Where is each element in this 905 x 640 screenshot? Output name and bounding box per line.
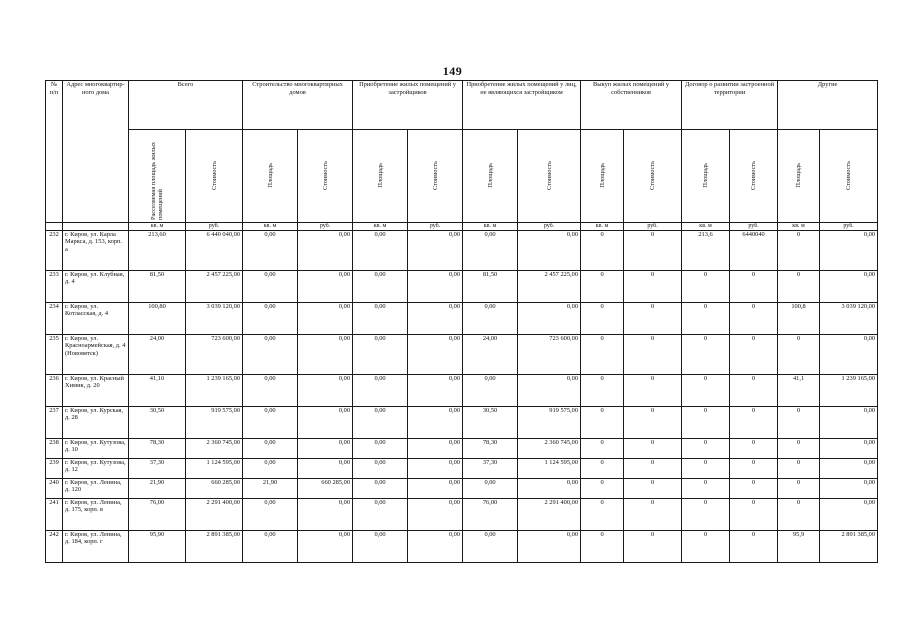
unit-cell: кв. м	[353, 223, 408, 231]
value-cell: 213,60	[129, 230, 186, 270]
unit-cell: руб.	[518, 223, 581, 231]
value-cell: 0,00	[243, 438, 298, 458]
value-cell: 95,9	[778, 530, 820, 562]
unit-cell: кв. м	[778, 223, 820, 231]
subheader-cost: Стоимость	[298, 130, 353, 223]
group-header-development-agreement: Договор о развитии застроенной территории	[682, 81, 778, 130]
group-header-construction: Строительство многоквартирных домов	[243, 81, 353, 130]
value-cell: 0,00	[298, 374, 353, 406]
value-cell: 0,00	[463, 230, 518, 270]
value-cell: 37,30	[129, 458, 186, 478]
subheader-area: Площадь	[682, 130, 730, 223]
value-cell: 0,00	[820, 270, 878, 302]
unit-cell: руб.	[820, 223, 878, 231]
table-row	[46, 458, 878, 478]
table-row	[46, 498, 878, 530]
row-number: 232	[46, 230, 63, 270]
value-cell: 0,00	[408, 334, 463, 374]
row-number: 233	[46, 270, 63, 302]
value-cell: 0,00	[243, 302, 298, 334]
value-cell: 1 239 165,00	[820, 374, 878, 406]
value-cell: 0,00	[353, 438, 408, 458]
value-cell: 0,00	[518, 230, 581, 270]
value-cell: 0	[624, 438, 682, 458]
value-cell: 0,00	[408, 478, 463, 498]
value-cell: 0	[730, 374, 778, 406]
value-cell: 0	[730, 498, 778, 530]
value-cell: 0,00	[463, 302, 518, 334]
subheader-cost: Стоимость	[624, 130, 682, 223]
value-cell: 0,00	[820, 230, 878, 270]
value-cell: 30,50	[463, 406, 518, 438]
value-cell: 0,00	[353, 270, 408, 302]
row-address: г. Киров, ул. Курская, д. 28	[63, 406, 129, 438]
row-number: 236	[46, 374, 63, 406]
value-cell: 0	[778, 406, 820, 438]
group-header-purchase-non-developers: Приобретение жилых помещений у лиц, не являющихся застройщиком	[463, 81, 581, 130]
row-address: г. Киров, ул. Клубная, д. 4	[63, 270, 129, 302]
value-cell: 0	[624, 530, 682, 562]
value-cell: 0,00	[463, 530, 518, 562]
value-cell: 0	[682, 438, 730, 458]
value-cell: 0	[682, 334, 730, 374]
value-cell: 0,00	[820, 334, 878, 374]
units-row	[46, 223, 878, 231]
value-cell: 1 239 165,00	[186, 374, 243, 406]
value-cell: 3 039 120,00	[186, 302, 243, 334]
value-cell: 2 891 385,00	[186, 530, 243, 562]
value-cell: 0	[682, 530, 730, 562]
unit-cell: руб.	[408, 223, 463, 231]
value-cell: 723 600,00	[518, 334, 581, 374]
value-cell: 723 600,00	[186, 334, 243, 374]
value-cell: 24,00	[129, 334, 186, 374]
value-cell: 2 360 745,00	[186, 438, 243, 458]
value-cell: 660 285,00	[186, 478, 243, 498]
value-cell: 0,00	[353, 406, 408, 438]
value-cell: 0	[730, 270, 778, 302]
subheader-area: Площадь	[778, 130, 820, 223]
value-cell: 0	[624, 458, 682, 478]
unit-cell: кв. м	[243, 223, 298, 231]
value-cell: 0	[778, 270, 820, 302]
value-cell: 0	[778, 498, 820, 530]
value-cell: 919 575,00	[518, 406, 581, 438]
value-cell: 81,50	[129, 270, 186, 302]
row-number: 234	[46, 302, 63, 334]
value-cell: 95,90	[129, 530, 186, 562]
group-header-buyout: Выкуп жилых помещений у собственников	[581, 81, 682, 130]
row-address: г. Киров, ул. Карла Маркса, д. 153, корп. а	[63, 230, 129, 270]
value-cell: 0,00	[353, 302, 408, 334]
value-cell: 0,00	[518, 478, 581, 498]
value-cell: 0,00	[408, 406, 463, 438]
value-cell: 0	[730, 438, 778, 458]
value-cell: 0,00	[353, 498, 408, 530]
row-address: г. Киров, ул. Ленина, д. 175, корп. в	[63, 498, 129, 530]
value-cell: 0,00	[298, 406, 353, 438]
value-cell: 0,00	[243, 530, 298, 562]
value-cell: 2 457 225,00	[518, 270, 581, 302]
value-cell: 0	[581, 302, 624, 334]
row-address: г. Киров, ул. Котласская, д. 4	[63, 302, 129, 334]
value-cell: 0,00	[408, 530, 463, 562]
value-cell: 0,00	[820, 458, 878, 478]
value-cell: 0	[624, 478, 682, 498]
value-cell: 0	[581, 334, 624, 374]
value-cell: 0	[730, 478, 778, 498]
col-address-header: Адрес многоквартир-ного дома	[63, 81, 129, 223]
value-cell: 0,00	[820, 406, 878, 438]
unit-cell: руб.	[624, 223, 682, 231]
value-cell: 0	[682, 374, 730, 406]
resettlement-table	[45, 80, 878, 563]
value-cell: 0	[730, 406, 778, 438]
value-cell: 81,50	[463, 270, 518, 302]
unit-cell: руб.	[186, 223, 243, 231]
value-cell: 2 291 400,00	[518, 498, 581, 530]
value-cell: 0,00	[298, 334, 353, 374]
value-cell: 213,6	[682, 230, 730, 270]
value-cell: 919 575,00	[186, 406, 243, 438]
value-cell: 30,50	[129, 406, 186, 438]
value-cell: 0	[581, 406, 624, 438]
value-cell: 0	[581, 498, 624, 530]
subheader-cost: Стоимость	[186, 130, 243, 223]
value-cell: 0,00	[408, 302, 463, 334]
value-cell: 0,00	[243, 334, 298, 374]
value-cell: 0,00	[408, 438, 463, 458]
value-cell: 0	[682, 498, 730, 530]
value-cell: 41,1	[778, 374, 820, 406]
value-cell: 0,00	[353, 530, 408, 562]
value-cell: 0	[624, 498, 682, 530]
value-cell: 0,00	[298, 498, 353, 530]
value-cell: 2 457 225,00	[186, 270, 243, 302]
value-cell: 0,00	[298, 302, 353, 334]
value-cell: 0	[778, 230, 820, 270]
value-cell: 0,00	[243, 406, 298, 438]
value-cell: 2 291 400,00	[186, 498, 243, 530]
value-cell: 0	[682, 270, 730, 302]
value-cell: 0,00	[463, 478, 518, 498]
row-number: 241	[46, 498, 63, 530]
row-address: г. Киров, ул. Ленина, д. 120	[63, 478, 129, 498]
value-cell: 0,00	[298, 230, 353, 270]
value-cell: 0	[778, 438, 820, 458]
value-cell: 0	[730, 530, 778, 562]
value-cell: 0,00	[408, 374, 463, 406]
group-header-purchase-developers: Приобретение жилых помещений у застройщиков	[353, 81, 463, 130]
value-cell: 0	[624, 334, 682, 374]
value-cell: 0	[581, 374, 624, 406]
value-cell: 0	[778, 478, 820, 498]
value-cell: 0,00	[408, 270, 463, 302]
value-cell: 0,00	[518, 302, 581, 334]
row-address: г. Киров, ул. Ленина, д. 184, корп. г	[63, 530, 129, 562]
value-cell: 0,00	[243, 270, 298, 302]
value-cell: 0	[624, 374, 682, 406]
unit-cell: кв. м	[129, 223, 186, 231]
subheader-cost: Стоимость	[820, 130, 878, 223]
value-cell: 0	[778, 334, 820, 374]
value-cell: 0	[581, 270, 624, 302]
table-body	[46, 230, 878, 562]
value-cell: 0,00	[298, 530, 353, 562]
value-cell: 76,00	[463, 498, 518, 530]
subheader-area: Площадь	[243, 130, 298, 223]
unit-cell: руб.	[298, 223, 353, 231]
unit-cell: руб.	[730, 223, 778, 231]
col-number-header: № п/п	[46, 81, 63, 223]
group-header-other: Другие	[778, 81, 878, 130]
unit-cell: кв. м	[463, 223, 518, 231]
value-cell: 0,00	[463, 374, 518, 406]
unit-cell: кв. м	[581, 223, 624, 231]
row-number: 240	[46, 478, 63, 498]
table-row	[46, 478, 878, 498]
value-cell: 0,00	[518, 530, 581, 562]
value-cell: 0,00	[243, 458, 298, 478]
table-row	[46, 334, 878, 374]
value-cell: 0,00	[353, 230, 408, 270]
value-cell: 0	[581, 478, 624, 498]
value-cell: 0	[730, 334, 778, 374]
value-cell: 78,30	[129, 438, 186, 458]
value-cell: 0	[682, 406, 730, 438]
subheader-area: Площадь	[581, 130, 624, 223]
table-row	[46, 374, 878, 406]
value-cell: 76,00	[129, 498, 186, 530]
row-number: 238	[46, 438, 63, 458]
subheader-area: Площадь	[463, 130, 518, 223]
value-cell: 0,00	[243, 374, 298, 406]
table-row	[46, 270, 878, 302]
value-cell: 0	[624, 270, 682, 302]
table-row	[46, 406, 878, 438]
value-cell: 0	[730, 302, 778, 334]
row-number: 239	[46, 458, 63, 478]
value-cell: 1 124 595,00	[186, 458, 243, 478]
subheader-resettled-area: Расселяемая площадь жилых помещений	[129, 130, 186, 223]
value-cell: 21,90	[243, 478, 298, 498]
value-cell: 37,30	[463, 458, 518, 478]
value-cell: 660 285,00	[298, 478, 353, 498]
subheader-cost: Стоимость	[730, 130, 778, 223]
subheader-cost: Стоимость	[408, 130, 463, 223]
table-row	[46, 438, 878, 458]
value-cell: 0,00	[408, 230, 463, 270]
value-cell: 100,80	[129, 302, 186, 334]
value-cell: 41,10	[129, 374, 186, 406]
row-address: г. Киров, ул. Красноармейская, д. 4 (Нововятск)	[63, 334, 129, 374]
value-cell: 1 124 595,00	[518, 458, 581, 478]
row-address: г. Киров, ул. Кутузова, д. 12	[63, 458, 129, 478]
value-cell: 0	[581, 458, 624, 478]
value-cell: 0,00	[243, 498, 298, 530]
row-address: г. Киров, ул. Красный Химик, д. 20	[63, 374, 129, 406]
value-cell: 0,00	[820, 438, 878, 458]
value-cell: 0,00	[408, 498, 463, 530]
subheader-area: Площадь	[353, 130, 408, 223]
value-cell: 0	[624, 230, 682, 270]
value-cell: 0	[624, 302, 682, 334]
value-cell: 3 039 120,00	[820, 302, 878, 334]
value-cell: 0	[682, 302, 730, 334]
value-cell: 6 440 040,00	[186, 230, 243, 270]
row-number: 237	[46, 406, 63, 438]
value-cell: 0,00	[353, 374, 408, 406]
table-row	[46, 302, 878, 334]
value-cell: 21,90	[129, 478, 186, 498]
page-number: 149	[442, 64, 463, 78]
value-cell: 0	[581, 530, 624, 562]
value-cell: 78,30	[463, 438, 518, 458]
value-cell: 0	[624, 406, 682, 438]
row-number: 242	[46, 530, 63, 562]
value-cell: 0	[730, 458, 778, 478]
value-cell: 0,00	[353, 458, 408, 478]
value-cell: 24,00	[463, 334, 518, 374]
value-cell: 0,00	[408, 458, 463, 478]
subheader-cost: Стоимость	[518, 130, 581, 223]
row-number: 235	[46, 334, 63, 374]
value-cell: 0	[682, 458, 730, 478]
group-header-total: Всего	[129, 81, 243, 130]
value-cell: 0,00	[298, 270, 353, 302]
value-cell: 0,00	[353, 478, 408, 498]
value-cell: 100,8	[778, 302, 820, 334]
value-cell: 0,00	[353, 334, 408, 374]
value-cell: 0,00	[243, 230, 298, 270]
value-cell: 0	[682, 478, 730, 498]
value-cell: 6440040	[730, 230, 778, 270]
value-cell: 0,00	[820, 478, 878, 498]
value-cell: 0	[778, 458, 820, 478]
value-cell: 0	[581, 230, 624, 270]
unit-cell: кв. м	[682, 223, 730, 231]
value-cell: 0,00	[298, 458, 353, 478]
value-cell: 0,00	[820, 498, 878, 530]
table-header	[46, 81, 878, 231]
value-cell: 2 891 385,00	[820, 530, 878, 562]
row-address: г. Киров, ул. Кутузова, д. 10	[63, 438, 129, 458]
value-cell: 0	[581, 438, 624, 458]
table-row	[46, 530, 878, 562]
table-row	[46, 230, 878, 270]
value-cell: 0,00	[518, 374, 581, 406]
value-cell: 0,00	[298, 438, 353, 458]
value-cell: 2 360 745,00	[518, 438, 581, 458]
